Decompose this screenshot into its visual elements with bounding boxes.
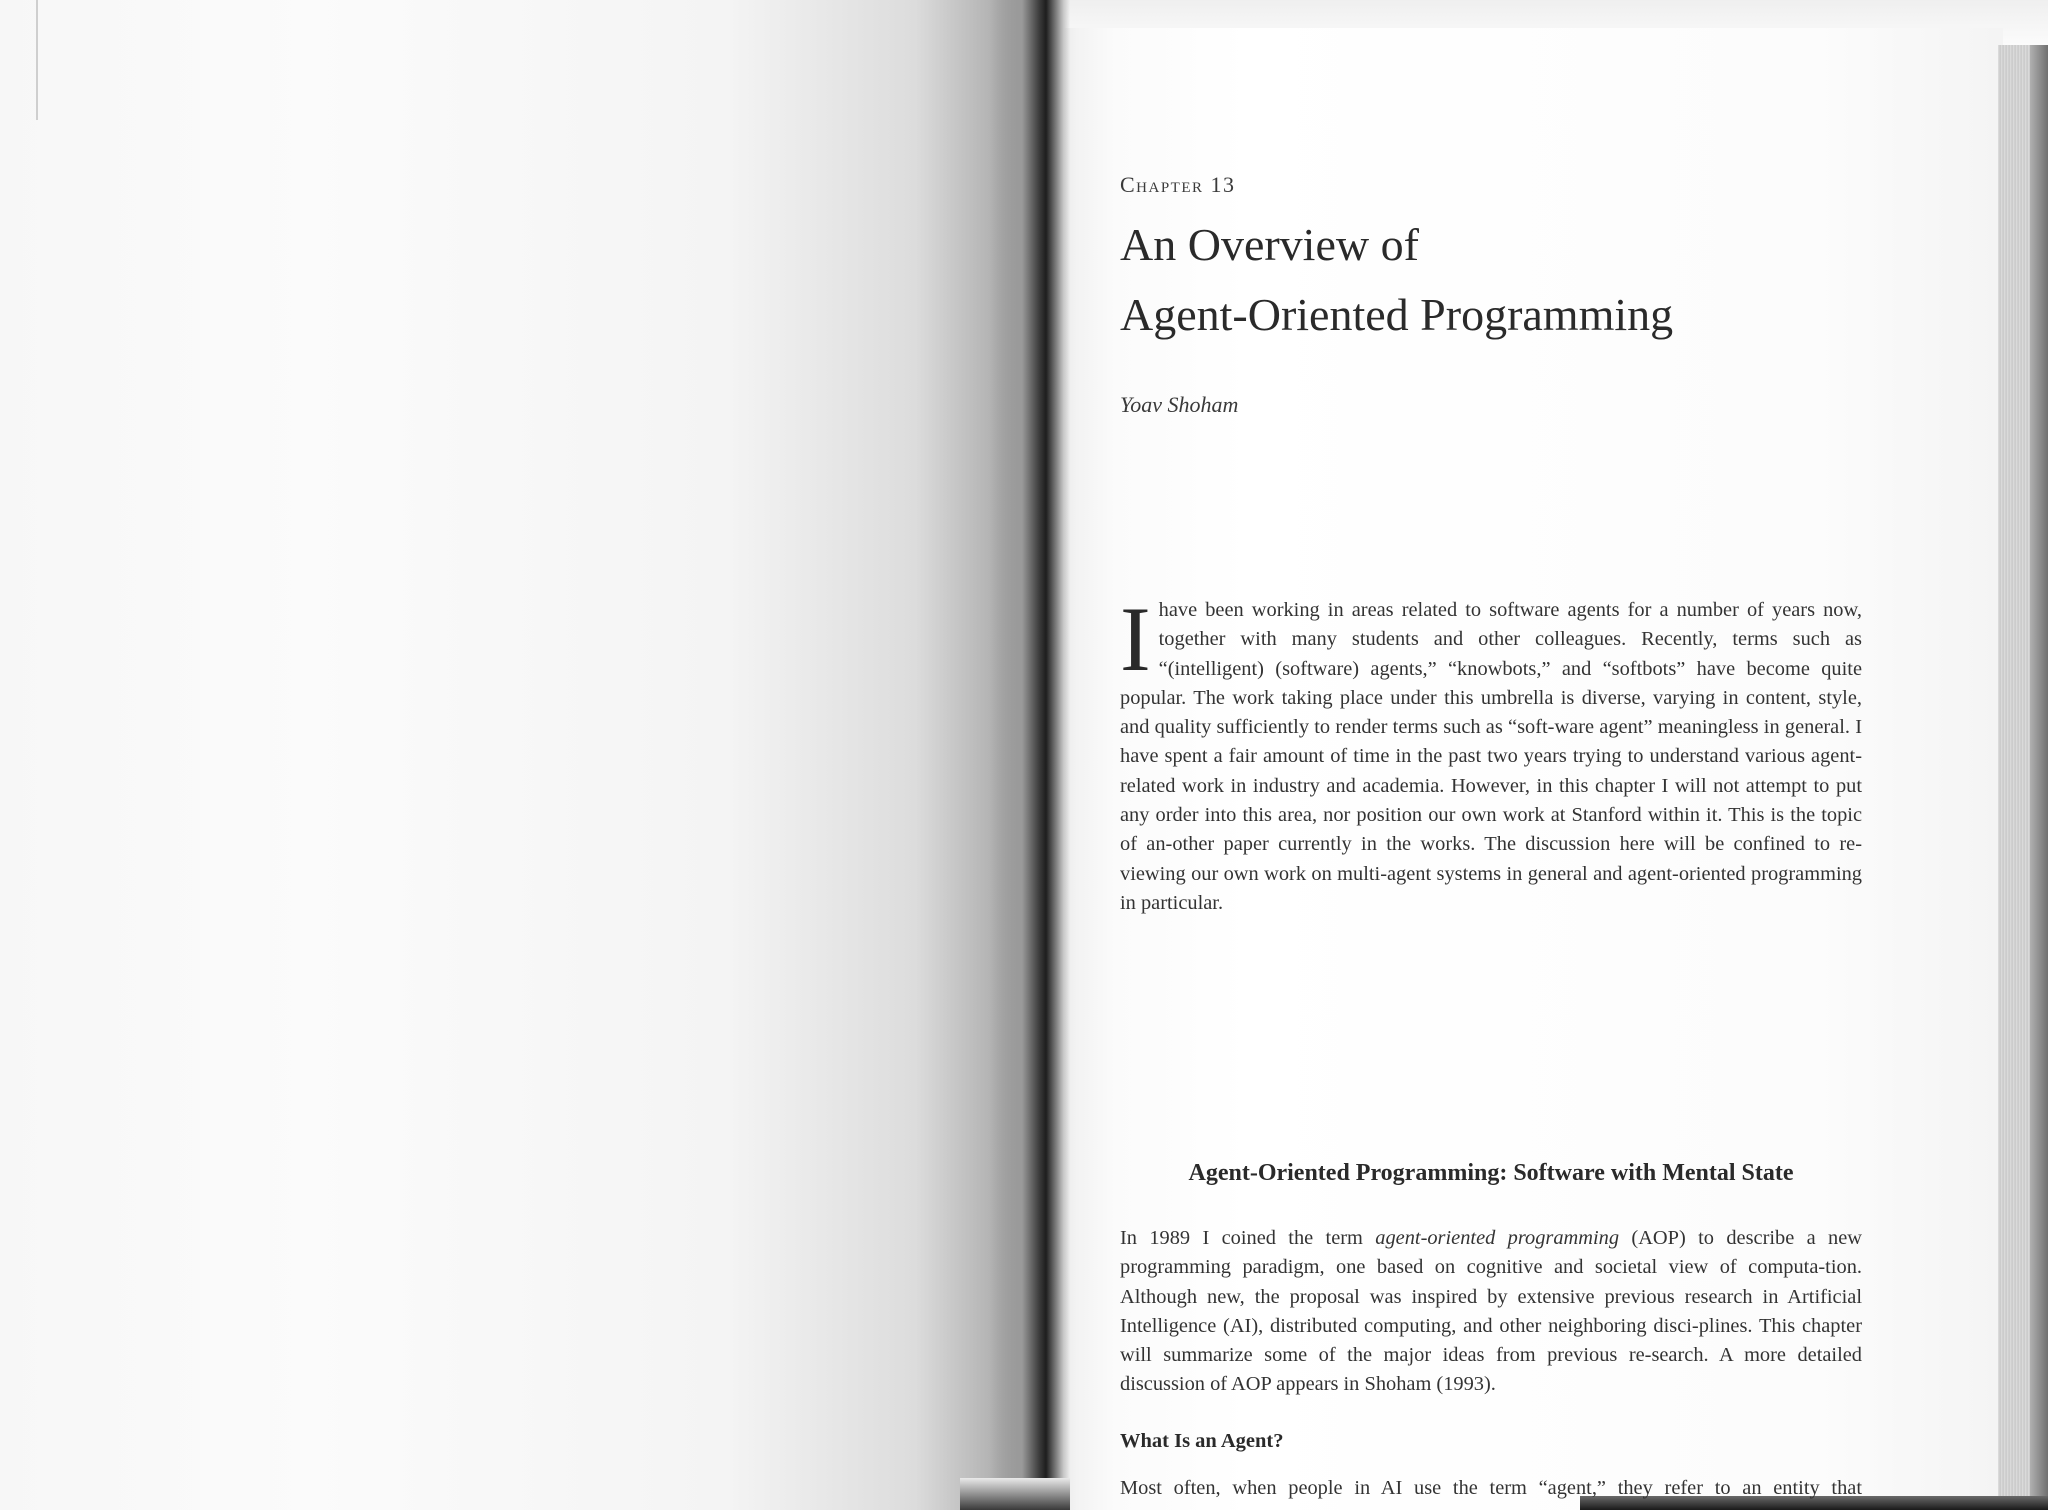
intro-text: have been working in areas related to software agents for a number of years now, together with many students and other colleagues. Recently, terms such as “(intelligent) (software) agents,” “knowbots,” and “softbots” have become quite popular. The work taking place under this umbrella is diverse, varying in content, style, and quality sufficiently to render terms such as “soft-ware agent” meaningless in general. I have spent a fair amount of time in the past two years trying to understand various agent-related work in industry and academia. However, in this chapter I will not attempt to put any order into this area, nor position our own work at Stanford within it. This is the topic of an-other paper currently in the works. The discussion here will be confined to re-viewing our own work on multi-agent systems in general and agent-oriented programming in particular. [1120,599,1862,914]
subsection-text: Most often, when people in AI use the term “agent,” they refer to an entity that [1120,1477,1862,1499]
page-stack-shadow [2030,45,2048,1510]
book-gutter [990,0,1070,1510]
section-text-after: (AOP) to describe a new programming paradigm, one based on cognitive and societal view of computa-tion. Although new, the proposal was inspired by extensive previous research in Artificial Intelligence (AI), distributed computing, and other neighboring disci-plines. This chapter will summarize some of the major ideas from previous re-search. A more detailed discussion of AOP appears in Shoham (1993). [1120,1227,1862,1396]
intro-paragraph [1120,588,1862,918]
author-name: Yoav Shoham [1120,392,1239,417]
section-paragraph [1120,1224,1862,1400]
chapter-title-line-2: Agent-Oriented Programming [1120,289,1674,340]
chapter-title [1120,210,1862,350]
section-text-before: In 1989 I coined the term [1120,1227,1376,1249]
section-term: agent-oriented programming [1375,1227,1620,1249]
chapter-title-line-1: An Overview of [1120,219,1419,270]
gutter-shadow [960,1478,1070,1510]
subsection-heading: What Is an Agent? [1120,1430,1284,1452]
drop-cap: I [1120,588,1151,690]
section-heading: Agent-Oriented Programming: Software with Mental State [1188,1160,1794,1186]
subsection-paragraph [1120,1474,1862,1503]
chapter-label: Chapter 13 [1120,172,1236,197]
page-edge-line [36,0,38,120]
